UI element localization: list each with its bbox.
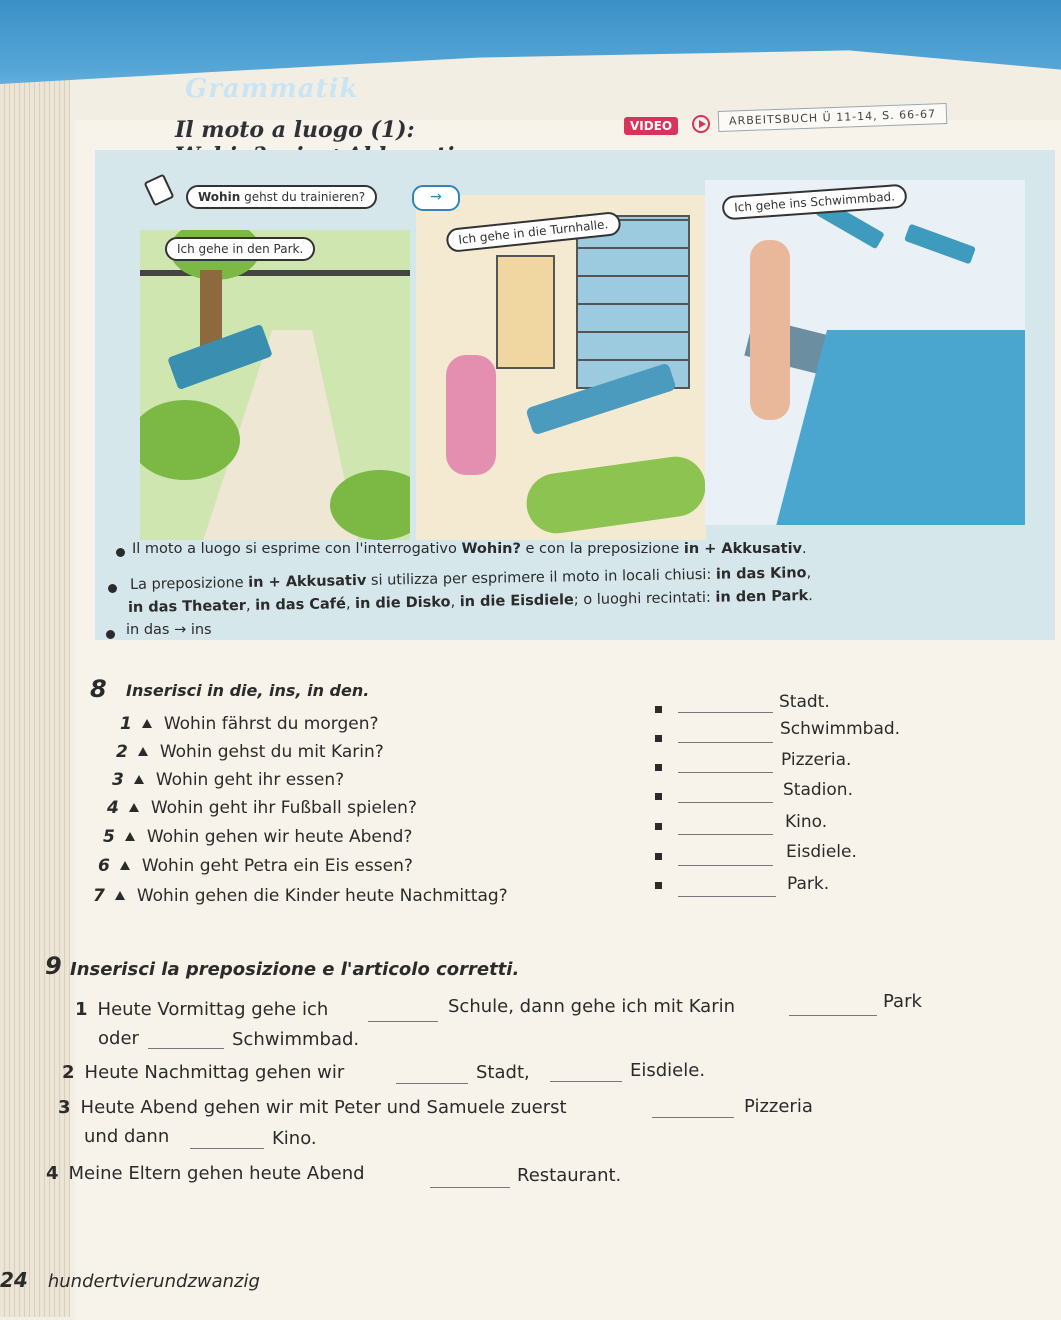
answer-marker (655, 706, 662, 713)
question-text: Wohin geht ihr essen? (155, 770, 345, 790)
exercise-9-line: oder (98, 1028, 139, 1049)
rule-text: . (802, 541, 807, 557)
workbook-reference: ARBEITSBUCH Ü 11-14, S. 66-67 (718, 103, 948, 132)
question-text: Wohin gehst du mit Karin? (159, 742, 384, 762)
question-text: Wohin geht Petra ein Eis essen? (141, 856, 413, 876)
rule-bold: in das Theater (127, 597, 247, 616)
answer-marker (655, 853, 662, 860)
exercise-9-line (46, 1163, 365, 1184)
exercise-9-line (58, 1097, 567, 1118)
exercise-9-line: Kino. (272, 1128, 317, 1149)
exercise-9-number: 9 (45, 952, 62, 980)
answer-word: Eisdiele. (786, 842, 857, 862)
triangle-icon (138, 747, 148, 756)
rule-text: , (345, 596, 356, 613)
bullet (116, 548, 125, 557)
answer-blank[interactable] (678, 865, 773, 866)
question-number: 1 (120, 714, 132, 734)
answer-blank[interactable] (396, 1083, 468, 1084)
rule-bold: in + Akkusativ (248, 572, 367, 591)
question-number: 7 (93, 886, 105, 906)
question-word: Wohin (198, 190, 241, 204)
rule-3: in das → ins (126, 622, 212, 638)
bullet (106, 630, 115, 639)
question-number: 5 (103, 827, 115, 847)
rule-bold: in die Eisdiele (459, 592, 574, 611)
gym-mat (523, 453, 706, 537)
rule-text: , (245, 597, 256, 614)
exercise-9-line: Schwimmbad. (232, 1029, 360, 1050)
pool-speech-bubble: Ich gehe ins Schwimmbad. (721, 184, 907, 221)
arrow-icon: → (412, 185, 460, 211)
header-band (0, 0, 1061, 120)
rule-bold: in das Café (254, 596, 347, 614)
answer-blank[interactable] (678, 802, 773, 803)
triangle-icon (142, 719, 152, 728)
exercise-9-line (75, 999, 328, 1020)
answer-blank[interactable] (789, 1015, 877, 1016)
answer-blank[interactable] (368, 1021, 438, 1022)
pool-illustration (705, 180, 1025, 525)
video-badge: VIDEO (624, 117, 678, 135)
answer-marker (655, 764, 662, 771)
rule-bold: in die Disko (354, 594, 451, 613)
answer-word: Park. (787, 874, 830, 894)
question-text: Wohin geht ihr Fußball spielen? (150, 798, 417, 818)
answer-blank[interactable] (550, 1081, 622, 1082)
triangle-icon (125, 832, 135, 841)
exercise-9-line: Schule, dann gehe ich mit Karin (448, 996, 736, 1017)
answer-word: Stadt. (779, 692, 830, 712)
answer-blank[interactable] (678, 772, 773, 773)
girl-figure (446, 355, 496, 475)
page-title: Il moto a luogo (1): (175, 117, 415, 143)
question-text: Wohin fährst du morgen? (163, 714, 379, 734)
line-text: Heute Abend gehen wir mit Peter und Samuele zuerst (80, 1097, 567, 1118)
exercise-9-instruction: Inserisci la preposizione e l'articolo corretti. (70, 959, 520, 980)
bullet (108, 584, 117, 593)
triangle-icon (120, 861, 130, 870)
line-number: 3 (58, 1097, 71, 1118)
answer-marker (655, 882, 662, 889)
exercise-9-line: Park (883, 991, 922, 1012)
question-number: 6 (98, 856, 110, 876)
line-text: Meine Eltern gehen heute Abend (68, 1163, 365, 1184)
swimmer-figure (750, 240, 790, 420)
line-number: 4 (46, 1163, 59, 1184)
rule-bold: in + Akkusativ (683, 541, 803, 557)
exercise-8-question (98, 856, 413, 876)
sun-lounger (904, 224, 976, 265)
park-speech-bubble: Ich gehe in den Park. (165, 237, 315, 261)
exercise-9-line: Restaurant. (517, 1165, 622, 1186)
question-text: Wohin gehen die Kinder heute Nachmittag? (136, 886, 508, 906)
rule-bold: in den Park (715, 588, 809, 606)
rule-text: e con la preposizione (520, 541, 684, 557)
question-rest: gehst du trainieren? (240, 190, 366, 204)
answer-blank[interactable] (678, 896, 776, 897)
exercise-8-question (107, 798, 417, 818)
exercise-8-question (120, 714, 379, 734)
park-illustration (140, 230, 410, 540)
rule-text: La preposizione (129, 574, 249, 593)
gym-door (496, 255, 555, 369)
answer-blank[interactable] (430, 1187, 510, 1188)
answer-blank[interactable] (652, 1117, 734, 1118)
exercise-8-question (93, 886, 508, 906)
exercise-9-line: Eisdiele. (630, 1060, 706, 1081)
triangle-icon (129, 803, 139, 812)
rule-bold: Wohin? (461, 541, 521, 557)
exercise-9-line: Pizzeria (744, 1096, 813, 1117)
section-label: Grammatik (185, 74, 359, 104)
exercise-8-number: 8 (90, 675, 107, 703)
answer-blank[interactable] (678, 712, 773, 713)
answer-word: Stadion. (783, 780, 853, 800)
exercise-8-instruction: Inserisci in die, ins, in den. (126, 681, 370, 700)
rule-text: ; o luoghi recintati: (573, 589, 716, 609)
question-number: 3 (112, 770, 124, 790)
exercise-8-question (112, 770, 344, 790)
rule-text: . (808, 588, 813, 605)
line-text: Heute Vormittag gehe ich (97, 999, 329, 1020)
question-number: 4 (107, 798, 119, 818)
answer-word: Schwimmbad. (780, 719, 901, 739)
question-text: Wohin gehen wir heute Abend? (146, 827, 413, 847)
fence (140, 270, 410, 276)
play-icon (692, 115, 710, 133)
exercise-8-question (103, 827, 412, 847)
answer-word: Kino. (785, 812, 828, 832)
page-number-word: hundertvierundzwanzig (47, 1271, 260, 1292)
question-bubble (186, 185, 377, 209)
exercise-9-line: Stadt, (476, 1062, 530, 1083)
line-number: 1 (75, 999, 88, 1020)
exercise-8-question (116, 742, 384, 762)
triangle-icon (115, 891, 125, 900)
page-number: 24 (0, 1268, 28, 1292)
answer-blank[interactable] (678, 742, 773, 743)
answer-marker (655, 793, 662, 800)
page-footer (0, 1268, 260, 1292)
rule-1 (132, 541, 807, 557)
rule-text: , (450, 594, 460, 611)
line-number: 2 (62, 1062, 75, 1083)
gym-speech-bubble: Ich gehe in die Turnhalle. (445, 211, 621, 253)
answer-marker (655, 823, 662, 830)
page-edges (0, 0, 70, 1317)
answer-blank[interactable] (190, 1148, 264, 1149)
triangle-icon (134, 775, 144, 784)
gym-window (576, 215, 690, 389)
rule-bold: in das Kino (715, 565, 807, 583)
rule-text: si utilizza per esprimere il moto in locali chiusi: (366, 566, 717, 589)
question-number: 2 (116, 742, 128, 762)
exercise-9-line: und dann (84, 1126, 170, 1147)
rule-text: Il moto a luogo si esprime con l'interrogativo (132, 541, 462, 557)
exercise-9-line (62, 1062, 344, 1083)
answer-word: Pizzeria. (781, 750, 852, 770)
rule-text: , (806, 565, 812, 582)
answer-blank[interactable] (678, 834, 773, 835)
bush (140, 400, 240, 480)
answer-blank[interactable] (148, 1048, 224, 1049)
answer-marker (655, 735, 662, 742)
line-text: Heute Nachmittag gehen wir (84, 1062, 345, 1083)
